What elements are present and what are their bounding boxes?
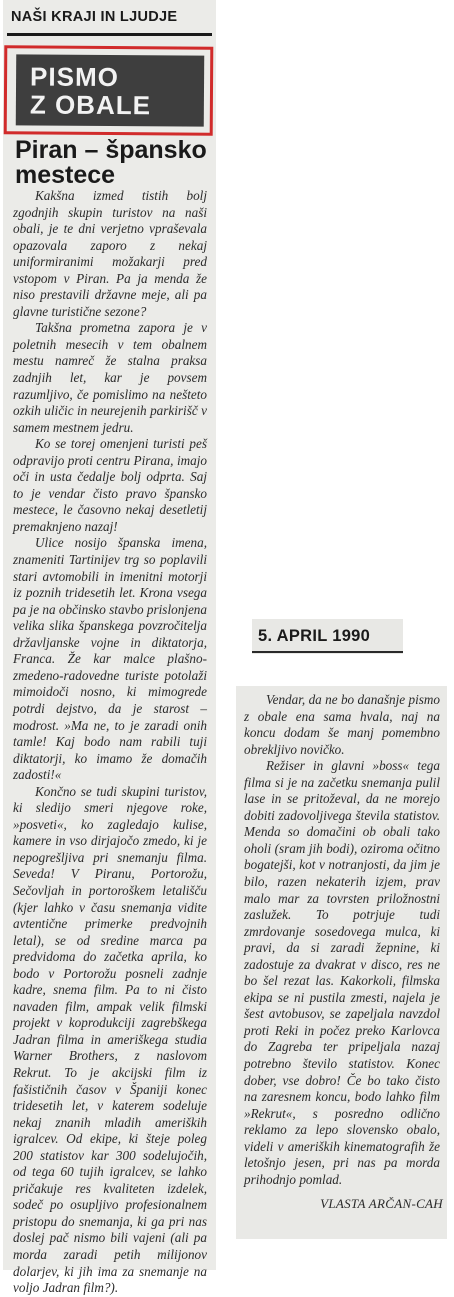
paragraph: Končno se tudi skupini turistov, ki sledijo smeri njegove roke, »posveti«, ko zagledajo kulise, kamere in vso dirjajočo zmedo, ki je nepogrešljiva pri snemanju filma. Seveda! V Piranu, Portorožu, Sečovljah in portoroškem letališču (kjer lahko v času snemanja vidite avtentične primerke predvojnih letal), se od sredine marca pa predvidoma do začetka aprila, ko bodo v Portorožu posneli zadnje kadre, snema film. Pa to ni čisto navaden film, ampak velik filmski projekt v koprodukciji zagrebškega Jadran filma in ameriškega studia Warner Brothers, z naslovom Rekrut. To je akcijski film iz fašističnih časov v Španiji konec tridesetih let, v katerem sodeluje nekaj znanih mladih ameriških igralcev. Od ekipe, ki šteje poleg 200 statistov kar 300 sodelujočih, od tega 60 tujih igralcev, se lahko pričakuje res kvaliteten izdelek, sodeč po osupljivo profesionalnem pristopu do snemanja, ki ga pri nas doslej pač nismo bili vajeni (ali pa morda zaradi petih milijonov dolarjev, ki jih ima za snemanje na voljo Jadran film?). [13, 783, 207, 1296]
column-stamp-line-1: PISMO [29, 61, 119, 93]
section-label: NAŠI KRAJI IN LJUDJE [11, 9, 178, 25]
column-stamp-line-2: Z OBALE [29, 89, 152, 121]
article-body-right [244, 692, 440, 1188]
article-body-left [13, 188, 207, 1297]
article-title-line-1: Piran – špansko [15, 136, 207, 164]
paragraph: Ulice nosijo španska imena, znameniti Tartinijev trg so poplavili stari avtomobili in imenitni motorji iz poznih tridesetih let. Krona vsega pa je na občinsko stavbo prislonjena velika slika španskega povzročitelja državljanske vojne in diktatorja, Franca. Že kar malce plašno-zmedeno-radovedne turiste potolaži mimoidoči nosno, ki mimogrede potrdi dejstvo, da je starost – modrost. »Ma ne, to je zaradi onih tamle! Kaj bodo nam rabili tuji diktatorji, ko imamo že domačih zadosti!« [13, 535, 207, 783]
paragraph: Vendar, da ne bo današnje pismo z obale ena sama hvala, naj na koncu dodam še manj pomembno obrekljivo novičko. [244, 692, 440, 757]
article-title-line-2: mestece [15, 161, 116, 189]
paragraph: Ko se torej omenjeni turisti peš odpravijo proti centru Pirana, imajo oči in usta čedalje bolj odprta. Saj to je vendar čisto pravo špansko mestece, le časovno nekaj desetletij premaknjeno nazaj! [13, 436, 207, 534]
publication-date: 5. APRIL 1990 [258, 627, 371, 645]
column-stamp-box [16, 54, 204, 126]
column-stamp [4, 45, 214, 135]
paragraph: Takšna prometna zapora je v poletnih mesecih v tem obalnem mestu namreč že stalna praksa zadnjih let, kar je povsem razumljivo, če pomislimo na nešteto ozkih uličic in neurejenih parkirišč v samem mestnem jedru. [13, 320, 207, 435]
section-rule [7, 33, 212, 36]
author-signature: VLASTA ARČAN-CAH [320, 1196, 443, 1211]
article-title [15, 138, 215, 188]
paragraph: Režiser in glavni »boss« tega filma si je na začetku snemanja pulil lase in se pritoževal, da ne morejo dobiti zadovoljivega števila statistov. Menda so domačini ob obali tako oholi (sram jih bodi), oziroma očitno bogatejši, kot v notranjosti, da jim je bilo, razen nekaterih izjem, prav malo mar za tovrsten priložnostni zaslužek. To potrjuje tudi zmrdovanje sosedovega mulca, ki pravi, da si zaradi žepnine, ki zadostuje za dvakrat v disco, res ne bo šel rezat las. Kakorkoli, filmska ekipa se ni pustila zmesti, najela je šest avtobusov, se zapeljala navzdol proti Reki in počez preko Karlovca do Zagreba ter pripeljala nazaj potrebno število statistov. Konec dober, vse dobro! Če bo tako čisto na zaresnem koncu, bodo lahko film »Rekrut«, s posredno odlično reklamo za lepo slovensko obalo, videli v ameriških kinematografih že letošnjo jesen, pri nas pa morda prihodnjo pomlad. [244, 758, 440, 1187]
date-rule [252, 651, 403, 653]
paragraph: Kakšna izmed tistih bolj zgodnjih skupin turistov na naši obali, je te dni verjetno vpraševala opazovala zaporo z nekaj uniformiranimi možakarji pred vstopom v Piran. Pa ja menda že niso prestavili državne meje, ali pa glavne turistične sezone? [13, 188, 207, 319]
